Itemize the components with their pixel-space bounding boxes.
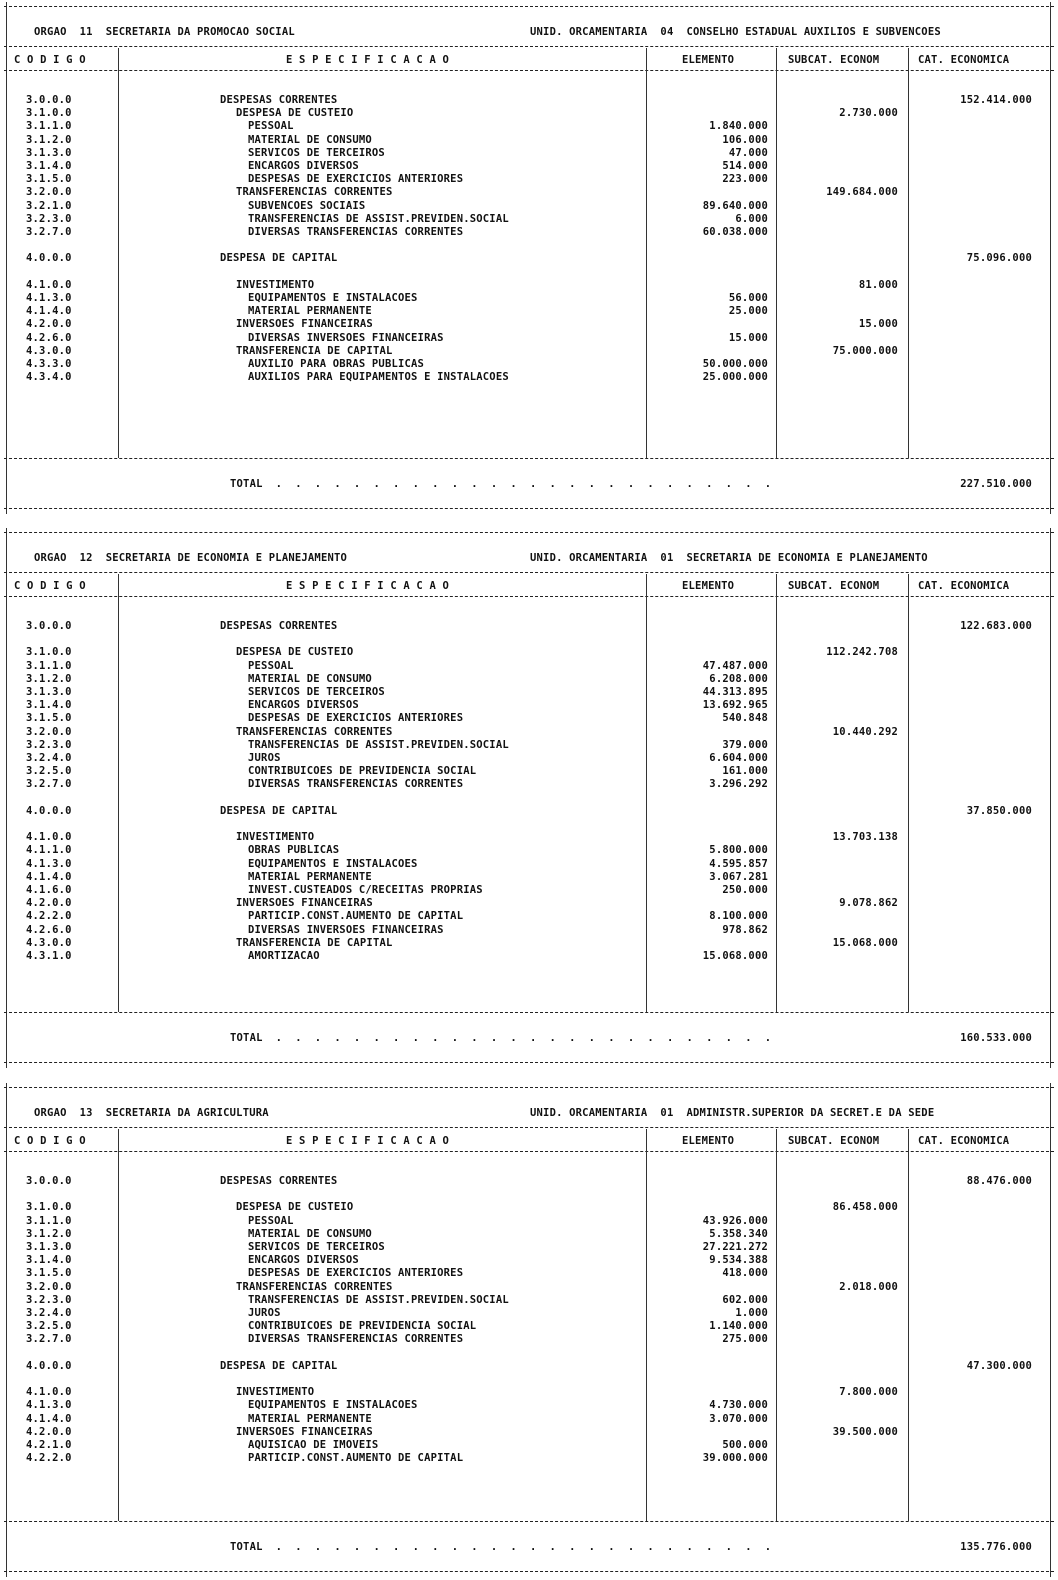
row-description: AUXILIO PARA OBRAS PUBLICAS	[248, 358, 425, 370]
row-code: 4.2.2.0	[26, 910, 72, 923]
table-row	[0, 1254, 1058, 1267]
column-header-subcat: SUBCAT. ECONOM	[788, 1135, 880, 1147]
row-elemento: 250.000	[722, 884, 768, 896]
table-row	[0, 292, 1058, 305]
column-header-subcat: SUBCAT. ECONOM	[788, 54, 880, 66]
table-row	[0, 1413, 1058, 1426]
row-description: SERVICOS DE TERCEIROS	[248, 686, 385, 698]
row-code: 3.0.0.0	[26, 1175, 72, 1187]
table-row	[0, 805, 1058, 818]
row-description: JUROS	[248, 752, 281, 764]
row-elemento: 39.000.000	[702, 1452, 768, 1465]
row-elemento: 43.926.000	[702, 1214, 768, 1227]
row-code: 3.1.5.0	[26, 173, 72, 186]
row-subcat: 9.078.862	[839, 897, 898, 910]
row-elemento: 5.358.340	[709, 1227, 768, 1240]
column-header-cat: CAT. ECONOMICA	[918, 54, 1010, 66]
budget-section	[0, 528, 1058, 1068]
table-row	[0, 173, 1058, 186]
row-elemento: 25.000.000	[702, 371, 768, 384]
column-header-cat: CAT. ECONOMICA	[918, 1135, 1010, 1147]
row-description: SERVICOS DE TERCEIROS	[248, 146, 385, 159]
total-bottom-rule	[4, 508, 1054, 509]
table-row	[0, 765, 1058, 778]
table-row	[0, 1241, 1058, 1254]
row-description: DESPESA DE CAPITAL	[220, 804, 338, 817]
row-subcat: 2.018.000	[839, 1280, 898, 1293]
row-code: 3.2.7.0	[26, 778, 72, 791]
orgao-label: ORGAO 13 SECRETARIA DA AGRICULTURA	[34, 1107, 269, 1119]
row-description: INVESTIMENTO	[236, 278, 315, 291]
table-row	[0, 332, 1058, 345]
row-elemento: 47.000	[728, 146, 768, 159]
row-elemento: 4.595.857	[709, 857, 768, 870]
table-row	[0, 831, 1058, 844]
row-description: INVERSOES FINANCEIRAS	[236, 897, 373, 910]
table-row	[0, 924, 1058, 937]
table-row	[0, 371, 1058, 384]
column-header-especificacao: E S P E C I F I C A C A O	[286, 1135, 450, 1147]
row-elemento: 25.000	[728, 305, 768, 318]
row-code: 3.2.3.0	[26, 212, 72, 225]
row-description: DESPESAS CORRENTES	[220, 94, 338, 106]
table-row	[0, 1215, 1058, 1228]
table-row	[0, 712, 1058, 725]
row-description: PARTICIP.CONST.AUMENTO DE CAPITAL	[248, 1452, 464, 1465]
row-elemento: 275.000	[722, 1333, 768, 1346]
row-elemento: 56.000	[728, 292, 768, 304]
row-description: ENCARGOS DIVERSOS	[248, 160, 359, 172]
row-description: PESSOAL	[248, 120, 294, 133]
row-description: DESPESA DE CUSTEIO	[236, 107, 354, 120]
row-subcat: 2.730.000	[839, 107, 898, 120]
total-label: TOTAL . . . . . . . . . . . . . . . . . . . . . . . . . .	[230, 1541, 772, 1553]
table-row	[0, 1360, 1058, 1373]
total-top-rule	[4, 1012, 1054, 1013]
table-row	[0, 778, 1058, 791]
table-row	[0, 200, 1058, 213]
row-code: 3.1.4.0	[26, 699, 72, 712]
table-row	[0, 1267, 1058, 1280]
row-code: 4.1.4.0	[26, 305, 72, 318]
column-header-rule	[4, 70, 1054, 71]
row-description: DIVERSAS TRANSFERENCIAS CORRENTES	[248, 226, 464, 238]
table-row	[0, 660, 1058, 673]
row-description: DESPESA DE CUSTEIO	[236, 1201, 354, 1214]
row-description: TRANSFERENCIAS CORRENTES	[236, 1280, 393, 1293]
row-description: TRANSFERENCIAS CORRENTES	[236, 725, 393, 738]
row-elemento: 978.862	[722, 923, 768, 936]
row-subcat: 149.684.000	[826, 186, 898, 199]
table-row	[0, 646, 1058, 659]
row-elemento: 15.068.000	[702, 950, 768, 962]
column-header-codigo: C O D I G O	[14, 54, 86, 66]
row-elemento: 602.000	[722, 1293, 768, 1306]
row-code: 4.3.4.0	[26, 371, 72, 384]
row-code: 4.1.0.0	[26, 831, 72, 844]
row-description: DIVERSAS TRANSFERENCIAS CORRENTES	[248, 778, 464, 791]
table-row	[0, 1333, 1058, 1346]
row-code: 3.1.1.0	[26, 120, 72, 133]
row-elemento: 9.534.388	[709, 1254, 768, 1267]
row-description: DESPESAS CORRENTES	[220, 1175, 338, 1187]
table-row	[0, 620, 1058, 633]
row-code: 4.1.4.0	[26, 870, 72, 883]
row-description: INVERSOES FINANCEIRAS	[236, 1425, 373, 1438]
row-code: 3.1.5.0	[26, 1267, 72, 1280]
total-top-rule	[4, 1521, 1054, 1522]
table-row	[0, 226, 1058, 239]
left-border	[6, 528, 7, 1068]
right-border	[1050, 528, 1051, 1068]
row-description: ENCARGOS DIVERSOS	[248, 1254, 359, 1267]
row-subcat: 13.703.138	[832, 831, 898, 844]
row-elemento: 60.038.000	[702, 226, 768, 238]
row-description: PESSOAL	[248, 1214, 294, 1227]
table-row	[0, 884, 1058, 897]
row-description: EQUIPAMENTOS E INSTALACOES	[248, 1399, 418, 1412]
total-label: TOTAL . . . . . . . . . . . . . . . . . . . . . . . . . .	[230, 478, 772, 490]
row-subcat: 39.500.000	[832, 1425, 898, 1438]
row-code: 4.1.3.0	[26, 1399, 72, 1412]
row-cat: 47.300.000	[966, 1359, 1032, 1372]
row-elemento: 6.000	[735, 212, 768, 225]
row-code: 3.1.3.0	[26, 146, 72, 159]
row-elemento: 223.000	[722, 173, 768, 186]
row-code: 3.1.0.0	[26, 1201, 72, 1214]
row-elemento: 418.000	[722, 1267, 768, 1280]
column-header-subcat: SUBCAT. ECONOM	[788, 580, 880, 592]
column-header-codigo: C O D I G O	[14, 1135, 86, 1147]
row-code: 3.1.0.0	[26, 646, 72, 659]
row-code: 3.2.5.0	[26, 765, 72, 778]
row-elemento: 50.000.000	[702, 358, 768, 370]
row-subcat: 86.458.000	[832, 1201, 898, 1214]
row-description: TRANSFERENCIAS DE ASSIST.PREVIDEN.SOCIAL	[248, 212, 509, 225]
row-code: 4.3.0.0	[26, 936, 72, 949]
row-elemento: 1.140.000	[709, 1320, 768, 1333]
row-code: 4.0.0.0	[26, 1359, 72, 1372]
row-code: 3.1.1.0	[26, 659, 72, 672]
row-description: TRANSFERENCIAS DE ASSIST.PREVIDEN.SOCIAL	[248, 1293, 509, 1306]
row-description: PARTICIP.CONST.AUMENTO DE CAPITAL	[248, 910, 464, 923]
row-description: MATERIAL DE CONSUMO	[248, 1227, 372, 1240]
table-row	[0, 120, 1058, 133]
table-row	[0, 1399, 1058, 1412]
row-code: 4.1.0.0	[26, 1386, 72, 1399]
row-elemento: 514.000	[722, 160, 768, 172]
row-elemento: 15.000	[728, 331, 768, 344]
row-description: PESSOAL	[248, 659, 294, 672]
column-header-elemento: ELEMENTO	[682, 1135, 735, 1147]
column-header-rule	[4, 596, 1054, 597]
row-description: MATERIAL PERMANENTE	[248, 870, 372, 883]
table-row	[0, 1175, 1058, 1188]
row-cat: 152.414.000	[960, 94, 1032, 106]
row-elemento: 13.692.965	[702, 699, 768, 712]
row-subcat: 10.440.292	[832, 725, 898, 738]
row-subcat: 15.000	[858, 318, 898, 331]
row-elemento: 27.221.272	[702, 1241, 768, 1253]
total-value: 227.510.000	[960, 478, 1032, 490]
column-header-especificacao: E S P E C I F I C A C A O	[286, 580, 450, 592]
row-code: 3.1.3.0	[26, 686, 72, 698]
row-elemento: 3.067.281	[709, 870, 768, 883]
total-value: 160.533.000	[960, 1032, 1032, 1044]
row-description: INVESTIMENTO	[236, 1386, 315, 1399]
row-elemento: 106.000	[722, 133, 768, 146]
table-row	[0, 1452, 1058, 1465]
row-code: 3.1.0.0	[26, 107, 72, 120]
row-description: EQUIPAMENTOS E INSTALACOES	[248, 292, 418, 304]
row-description: MATERIAL DE CONSUMO	[248, 672, 372, 685]
row-elemento: 5.800.000	[709, 844, 768, 857]
header-bottom-rule	[4, 572, 1054, 573]
table-row	[0, 358, 1058, 371]
row-code: 4.1.6.0	[26, 884, 72, 896]
row-description: OBRAS PUBLICAS	[248, 844, 340, 857]
row-description: DIVERSAS TRANSFERENCIAS CORRENTES	[248, 1333, 464, 1346]
row-code: 3.0.0.0	[26, 94, 72, 106]
row-code: 4.1.1.0	[26, 844, 72, 857]
row-description: INVEST.CUSTEADOS C/RECEITAS PROPRIAS	[248, 884, 483, 896]
header-bottom-rule	[4, 46, 1054, 47]
row-cat: 37.850.000	[966, 804, 1032, 817]
total-top-rule	[4, 458, 1054, 459]
row-elemento: 8.100.000	[709, 910, 768, 923]
row-code: 3.2.0.0	[26, 725, 72, 738]
row-code: 3.1.4.0	[26, 1254, 72, 1267]
table-row	[0, 279, 1058, 292]
table-row	[0, 1281, 1058, 1294]
row-elemento: 161.000	[722, 765, 768, 778]
table-row	[0, 1307, 1058, 1320]
row-code: 4.0.0.0	[26, 804, 72, 817]
row-elemento: 3.296.292	[709, 778, 768, 791]
table-row	[0, 107, 1058, 120]
row-code: 3.2.0.0	[26, 1280, 72, 1293]
row-description: SERVICOS DE TERCEIROS	[248, 1241, 385, 1253]
row-description: TRANSFERENCIA DE CAPITAL	[236, 936, 393, 949]
row-elemento: 47.487.000	[702, 659, 768, 672]
unidade-label: UNID. ORCAMENTARIA 01 SECRETARIA DE ECONOMIA E PLANEJAMENTO	[530, 552, 928, 564]
row-description: ENCARGOS DIVERSOS	[248, 699, 359, 712]
column-header-rule	[4, 1151, 1054, 1152]
total-value: 135.776.000	[960, 1541, 1032, 1553]
table-row	[0, 897, 1058, 910]
table-row	[0, 252, 1058, 265]
row-description: TRANSFERENCIA DE CAPITAL	[236, 344, 393, 357]
budget-section	[0, 1083, 1058, 1577]
table-row	[0, 1439, 1058, 1452]
row-elemento: 1.000	[735, 1307, 768, 1319]
row-code: 3.1.2.0	[26, 133, 72, 146]
row-description: AMORTIZACAO	[248, 950, 320, 962]
column-header-elemento: ELEMENTO	[682, 54, 735, 66]
row-code: 4.3.3.0	[26, 358, 72, 370]
table-row	[0, 871, 1058, 884]
row-code: 3.2.3.0	[26, 738, 72, 751]
row-description: CONTRIBUICOES DE PREVIDENCIA SOCIAL	[248, 1320, 477, 1333]
table-row	[0, 699, 1058, 712]
row-description: TRANSFERENCIAS DE ASSIST.PREVIDEN.SOCIAL	[248, 738, 509, 751]
table-row	[0, 186, 1058, 199]
row-code: 3.2.5.0	[26, 1320, 72, 1333]
row-code: 3.2.1.0	[26, 199, 72, 212]
row-elemento: 89.640.000	[702, 199, 768, 212]
row-code: 4.0.0.0	[26, 252, 72, 265]
row-description: DESPESAS DE EXERCICIOS ANTERIORES	[248, 712, 464, 725]
row-code: 3.1.2.0	[26, 1227, 72, 1240]
row-subcat: 81.000	[858, 278, 898, 291]
row-description: DIVERSAS INVERSOES FINANCEIRAS	[248, 923, 444, 936]
row-elemento: 6.604.000	[709, 752, 768, 764]
row-subcat: 7.800.000	[839, 1386, 898, 1399]
row-code: 3.2.4.0	[26, 1307, 72, 1319]
row-description: INVERSOES FINANCEIRAS	[236, 318, 373, 331]
row-code: 3.1.2.0	[26, 672, 72, 685]
row-elemento: 1.840.000	[709, 120, 768, 133]
row-code: 4.2.6.0	[26, 331, 72, 344]
row-description: DESPESA DE CUSTEIO	[236, 646, 354, 659]
row-code: 3.2.4.0	[26, 752, 72, 764]
row-description: DIVERSAS INVERSOES FINANCEIRAS	[248, 331, 444, 344]
table-row	[0, 752, 1058, 765]
row-elemento: 44.313.895	[702, 686, 768, 698]
row-code: 3.2.7.0	[26, 226, 72, 238]
row-description: MATERIAL DE CONSUMO	[248, 133, 372, 146]
table-row	[0, 937, 1058, 950]
row-elemento: 540.848	[722, 712, 768, 725]
row-code: 3.1.5.0	[26, 712, 72, 725]
table-row	[0, 160, 1058, 173]
row-description: TRANSFERENCIAS CORRENTES	[236, 186, 393, 199]
row-code: 4.2.0.0	[26, 1425, 72, 1438]
row-description: SUBVENCOES SOCIAIS	[248, 199, 366, 212]
table-row	[0, 726, 1058, 739]
table-row	[0, 673, 1058, 686]
row-code: 3.1.4.0	[26, 160, 72, 172]
row-elemento: 3.070.000	[709, 1412, 768, 1425]
table-row	[0, 213, 1058, 226]
total-label: TOTAL . . . . . . . . . . . . . . . . . . . . . . . . . .	[230, 1032, 772, 1044]
row-description: DESPESAS CORRENTES	[220, 620, 338, 632]
row-code: 4.1.4.0	[26, 1412, 72, 1425]
row-code: 4.2.2.0	[26, 1452, 72, 1465]
table-row	[0, 686, 1058, 699]
budget-section	[0, 2, 1058, 514]
row-cat: 122.683.000	[960, 620, 1032, 632]
table-row	[0, 134, 1058, 147]
orgao-label: ORGAO 11 SECRETARIA DA PROMOCAO SOCIAL	[34, 26, 295, 38]
row-code: 4.3.0.0	[26, 344, 72, 357]
row-cat: 88.476.000	[966, 1175, 1032, 1187]
row-code: 4.1.3.0	[26, 292, 72, 304]
column-header-codigo: C O D I G O	[14, 580, 86, 592]
table-row	[0, 950, 1058, 963]
table-row	[0, 1201, 1058, 1214]
row-subcat: 112.242.708	[826, 646, 898, 659]
header-bottom-rule	[4, 1127, 1054, 1128]
row-code: 4.1.3.0	[26, 857, 72, 870]
row-description: MATERIAL PERMANENTE	[248, 1412, 372, 1425]
column-header-elemento: ELEMENTO	[682, 580, 735, 592]
row-code: 3.1.3.0	[26, 1241, 72, 1253]
row-description: DESPESA DE CAPITAL	[220, 252, 338, 265]
row-cat: 75.096.000	[966, 252, 1032, 265]
table-row	[0, 345, 1058, 358]
table-row	[0, 739, 1058, 752]
row-elemento: 500.000	[722, 1439, 768, 1451]
row-description: JUROS	[248, 1307, 281, 1319]
row-subcat: 75.000.000	[832, 344, 898, 357]
row-code: 3.2.7.0	[26, 1333, 72, 1346]
row-code: 4.3.1.0	[26, 950, 72, 962]
row-description: INVESTIMENTO	[236, 831, 315, 844]
table-row	[0, 844, 1058, 857]
table-row	[0, 147, 1058, 160]
row-description: DESPESA DE CAPITAL	[220, 1359, 338, 1372]
row-description: EQUIPAMENTOS E INSTALACOES	[248, 857, 418, 870]
total-bottom-rule	[4, 1571, 1054, 1572]
row-description: AQUISICAO DE IMOVEIS	[248, 1439, 379, 1451]
row-description: MATERIAL PERMANENTE	[248, 305, 372, 318]
table-row	[0, 910, 1058, 923]
row-code: 3.2.3.0	[26, 1293, 72, 1306]
row-description: CONTRIBUICOES DE PREVIDENCIA SOCIAL	[248, 765, 477, 778]
table-row	[0, 94, 1058, 107]
unidade-label: UNID. ORCAMENTARIA 04 CONSELHO ESTADUAL AUXILIOS E SUBVENCOES	[530, 26, 941, 38]
row-code: 4.2.0.0	[26, 897, 72, 910]
row-code: 4.2.1.0	[26, 1439, 72, 1451]
section-top-rule	[4, 532, 1054, 533]
column-header-especificacao: E S P E C I F I C A C A O	[286, 54, 450, 66]
row-elemento: 379.000	[722, 738, 768, 751]
row-elemento: 6.208.000	[709, 672, 768, 685]
table-row	[0, 1426, 1058, 1439]
row-code: 4.1.0.0	[26, 278, 72, 291]
total-bottom-rule	[4, 1062, 1054, 1063]
row-code: 3.2.0.0	[26, 186, 72, 199]
row-code: 3.1.1.0	[26, 1214, 72, 1227]
section-top-rule	[4, 1087, 1054, 1088]
table-row	[0, 305, 1058, 318]
row-description: DESPESAS DE EXERCICIOS ANTERIORES	[248, 173, 464, 186]
unidade-label: UNID. ORCAMENTARIA 01 ADMINISTR.SUPERIOR DA SECRET.E DA SEDE	[530, 1107, 935, 1119]
orgao-label: ORGAO 12 SECRETARIA DE ECONOMIA E PLANEJAMENTO	[34, 552, 348, 564]
row-subcat: 15.068.000	[832, 936, 898, 949]
table-row	[0, 1386, 1058, 1399]
table-row	[0, 858, 1058, 871]
row-code: 3.0.0.0	[26, 620, 72, 632]
table-row	[0, 318, 1058, 331]
row-code: 4.2.0.0	[26, 318, 72, 331]
table-row	[0, 1228, 1058, 1241]
column-header-cat: CAT. ECONOMICA	[918, 580, 1010, 592]
row-description: DESPESAS DE EXERCICIOS ANTERIORES	[248, 1267, 464, 1280]
row-code: 4.2.6.0	[26, 923, 72, 936]
table-row	[0, 1320, 1058, 1333]
section-top-rule	[4, 6, 1054, 7]
row-description: AUXILIOS PARA EQUIPAMENTOS E INSTALACOES	[248, 371, 509, 384]
table-row	[0, 1294, 1058, 1307]
row-elemento: 4.730.000	[709, 1399, 768, 1412]
